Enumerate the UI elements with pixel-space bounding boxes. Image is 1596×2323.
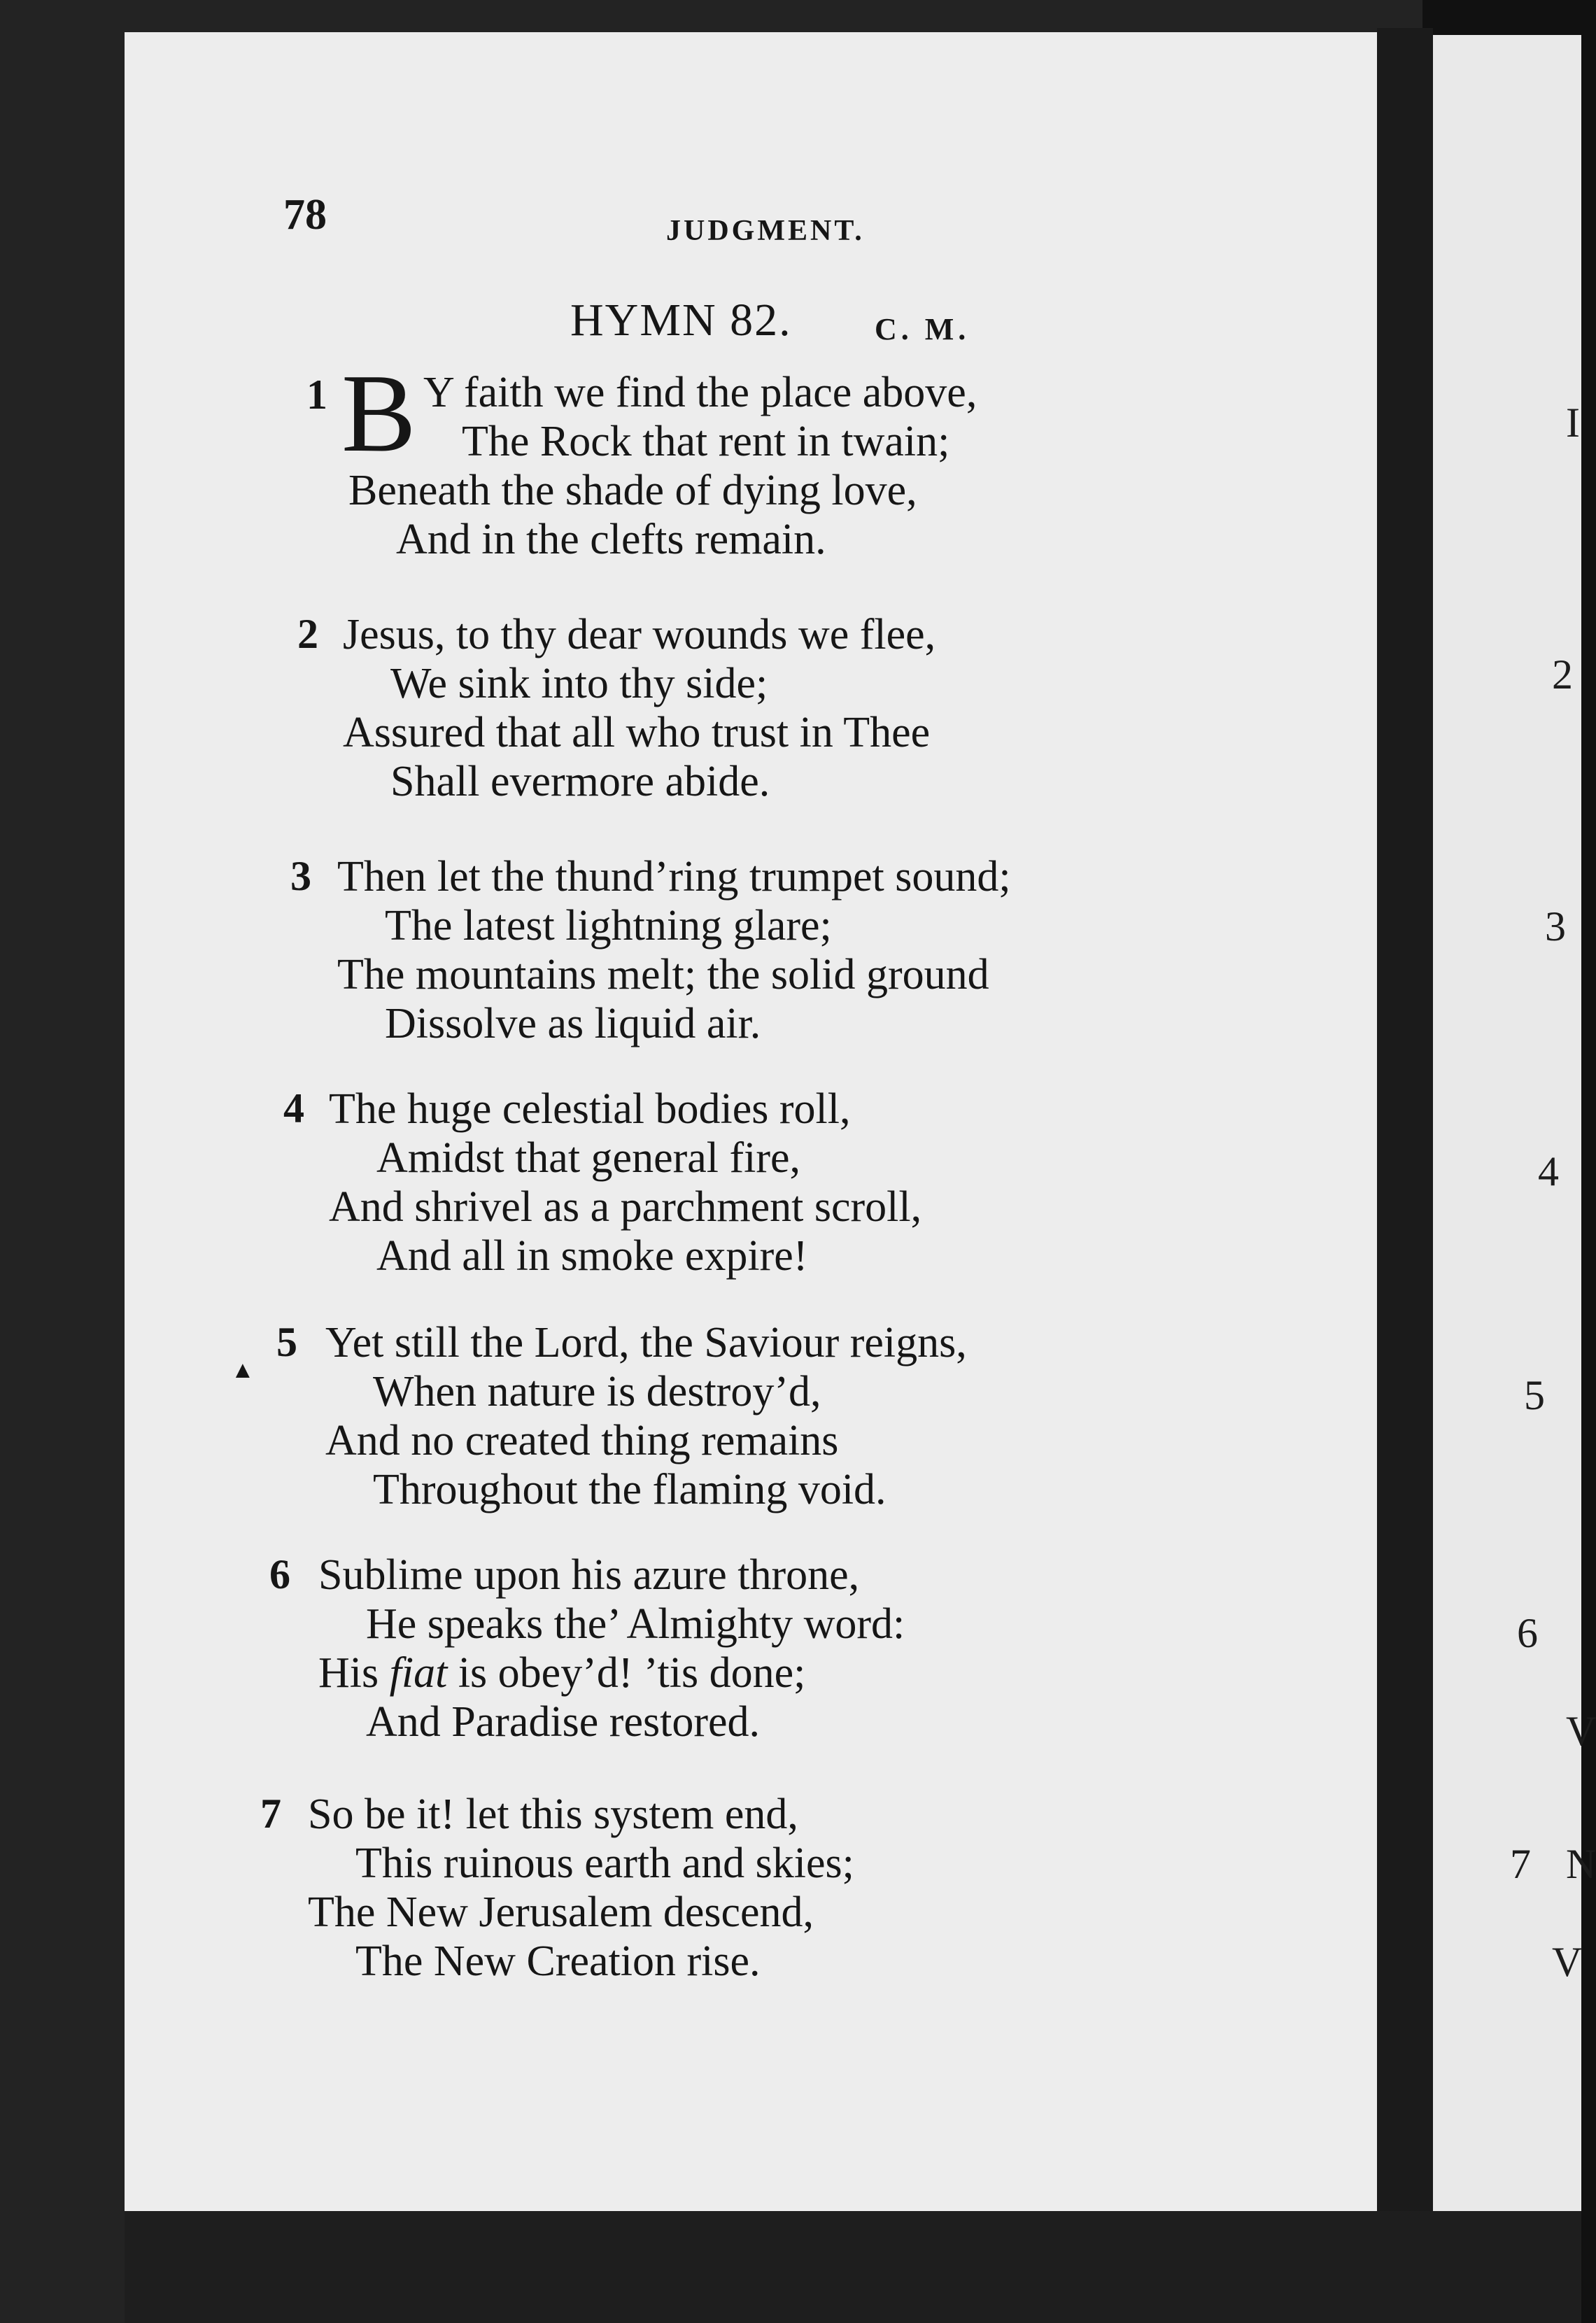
verse-6 [318, 1551, 905, 1746]
verse-number: 5 [276, 1319, 297, 1365]
facing-fragment: 2 [1552, 651, 1573, 698]
facing-fragment: 4 [1538, 1148, 1559, 1194]
facing-page [1433, 35, 1596, 2295]
verse-line: And shrivel as a parchment scroll, [329, 1183, 922, 1231]
verse-number: 1 [306, 372, 327, 418]
margin-mark: ▲ [231, 1357, 255, 1383]
verse-line: Beneath the shade of dying love, [348, 467, 917, 514]
hymn-title: HYMN 82. [570, 295, 792, 346]
verse-line: Then let the thund’ring trumpet sound; [337, 853, 1011, 901]
page-top-shadow [125, 0, 1422, 32]
drop-cap: B [341, 351, 416, 475]
facing-fragment: N [1566, 1841, 1596, 1887]
verse-line: And Paradise restored. [366, 1698, 760, 1746]
verse-number: 7 [260, 1791, 281, 1837]
verse-number: 4 [283, 1085, 304, 1131]
facing-fragment: I [1566, 400, 1580, 446]
verse-line: His fiat is obey’d! ’tis done; [318, 1649, 806, 1697]
page-number: 78 [283, 191, 327, 239]
verse-3 [337, 852, 1011, 1048]
facing-fragment: V [1566, 1708, 1596, 1754]
verse-line: The Rock that rent in twain; [462, 418, 950, 465]
scan-bottom-edge [125, 2211, 1581, 2323]
verse-line: And no created thing remains [325, 1417, 839, 1464]
facing-fragment: 7 [1510, 1841, 1531, 1887]
verse-line: Shall evermore abide. [390, 758, 770, 805]
verse-line: The huge celestial bodies roll, [329, 1085, 851, 1133]
verse-7 [308, 1790, 854, 1986]
book-gutter [1377, 28, 1433, 2288]
facing-fragment: 3 [1545, 903, 1566, 949]
hymn-meter: C. M. [875, 312, 970, 346]
verse-line: Dissolve as liquid air. [385, 1000, 761, 1047]
verse-5 [325, 1318, 967, 1514]
facing-fragment: 5 [1524, 1372, 1545, 1418]
verse-line: The latest lightning glare; [385, 902, 832, 949]
verse-line: Jesus, to thy dear wounds we flee, [343, 611, 936, 658]
verse-2 [343, 610, 935, 806]
verse-1-tail [348, 466, 917, 564]
verse-line: Assured that all who trust in Thee [343, 709, 931, 756]
verse-line: And all in smoke expire! [376, 1232, 808, 1280]
verse-number: 3 [290, 853, 311, 899]
verse-line: So be it! let this system end, [308, 1791, 798, 1838]
verse-line: We sink into thy side; [390, 660, 768, 707]
verse-number: 6 [269, 1551, 290, 1597]
verse-line: The New Creation rise. [355, 1937, 761, 1985]
verse-line: He speaks the’ Almighty word: [366, 1600, 905, 1648]
scan-left-edge [0, 0, 125, 2323]
verse-number: 2 [297, 611, 318, 657]
facing-fragment: 6 [1517, 1610, 1538, 1656]
verse-4 [329, 1085, 921, 1280]
verse-line: Y faith we find the place above, [423, 369, 977, 416]
verse-line: This ruinous earth and skies; [355, 1840, 854, 1887]
verse-line: And in the clefts remain. [396, 516, 826, 563]
verse-line: Yet still the Lord, the Saviour reigns, [325, 1319, 967, 1367]
verse-line: The New Jerusalem descend, [308, 1888, 814, 1936]
verse-line: Amidst that general fire, [376, 1134, 801, 1182]
verse-line: Sublime upon his azure throne, [318, 1551, 860, 1599]
verse-line: When nature is destroy’d, [373, 1368, 821, 1415]
verse-line: Throughout the flaming void. [373, 1466, 887, 1513]
verse-line: The mountains melt; the solid ground [337, 951, 989, 998]
italic-word: fiat [389, 1649, 448, 1697]
facing-fragment: V [1552, 1939, 1583, 1985]
running-title: JUDGMENT. [666, 215, 865, 247]
